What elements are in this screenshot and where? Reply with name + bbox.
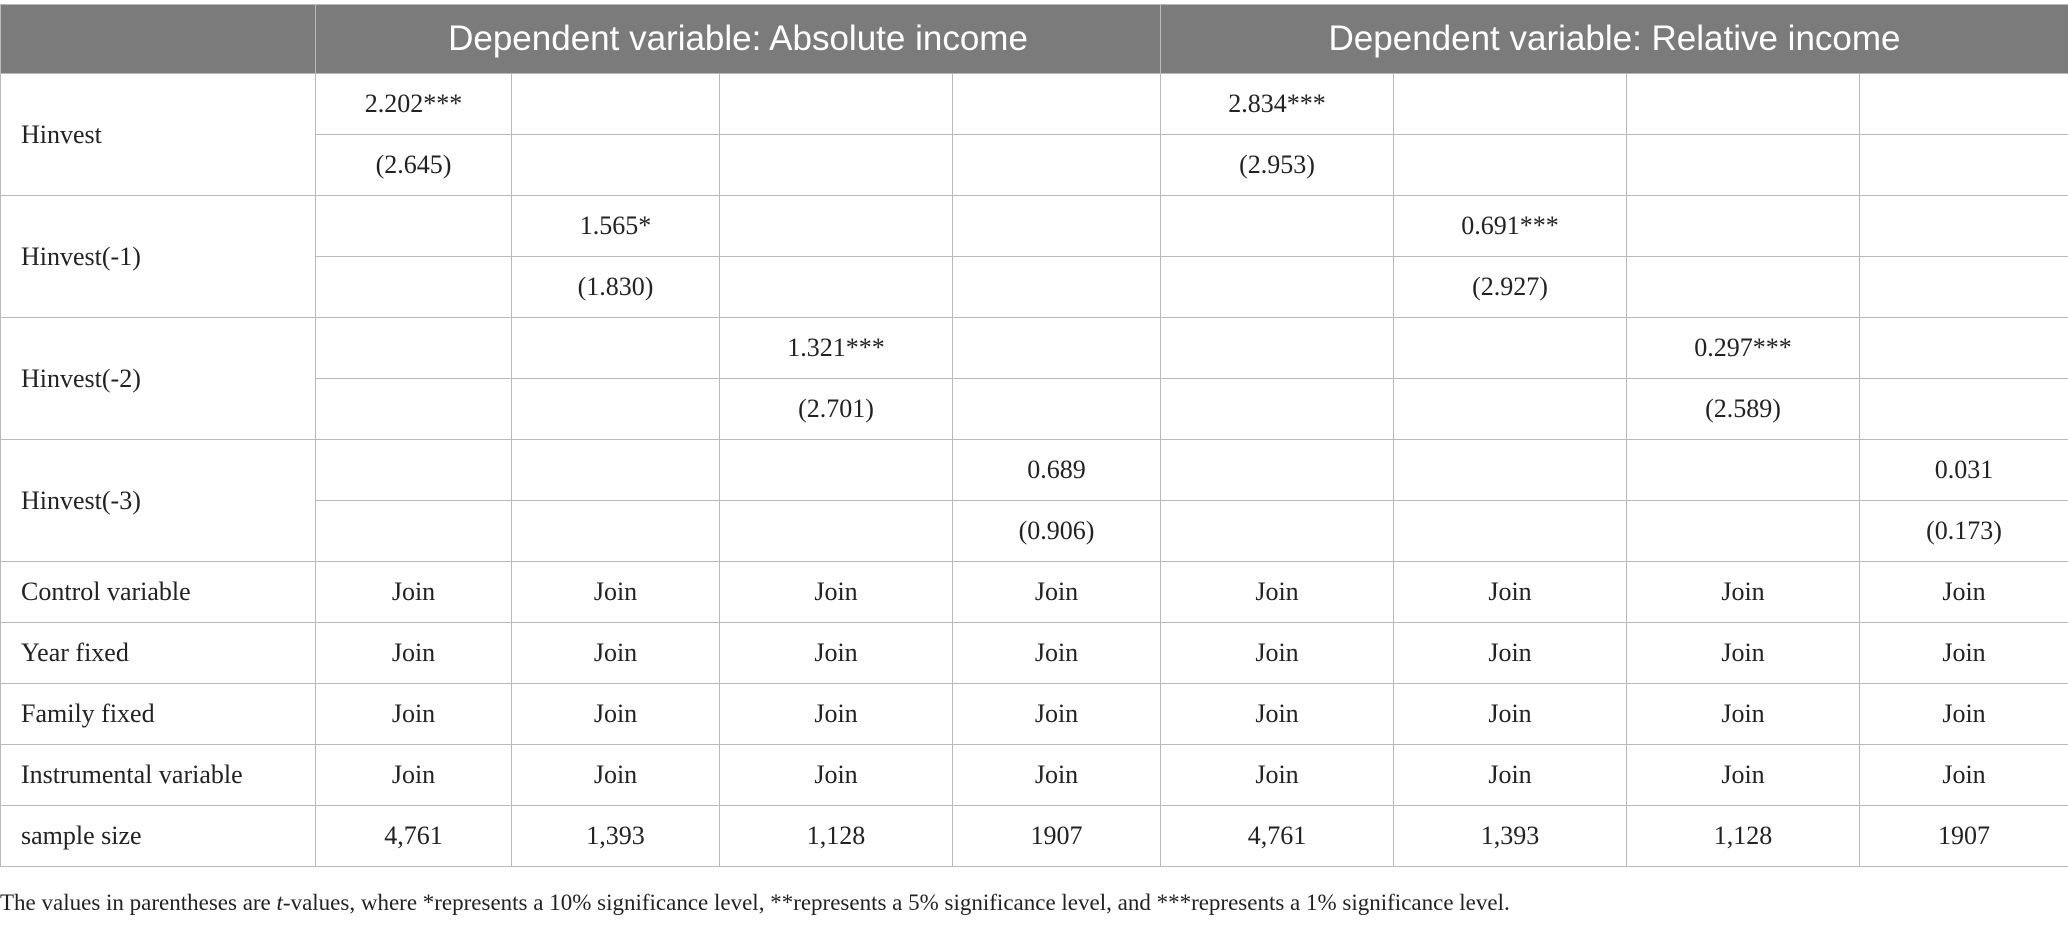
t-value-cell: (2.645) — [316, 135, 512, 196]
row-label: Family fixed — [1, 684, 316, 745]
t-value-cell — [720, 135, 953, 196]
value-cell: 4,761 — [316, 806, 512, 867]
t-value-cell — [1161, 501, 1394, 562]
coefficient-cell: 1.321*** — [720, 318, 953, 379]
value-cell: Join — [316, 623, 512, 684]
coefficient-cell — [1394, 74, 1627, 135]
t-value-cell: (1.830) — [512, 257, 720, 318]
control-row — [1, 684, 2068, 745]
t-value-cell — [1394, 379, 1627, 440]
value-cell: Join — [1161, 562, 1394, 623]
row-label: Hinvest — [1, 74, 316, 196]
coefficient-cell — [720, 196, 953, 257]
control-row — [1, 562, 2068, 623]
value-cell: Join — [1161, 623, 1394, 684]
value-cell: Join — [1161, 684, 1394, 745]
value-cell: Join — [1394, 745, 1627, 806]
value-cell: Join — [720, 562, 953, 623]
value-cell: Join — [1860, 684, 2068, 745]
coefficient-cell — [1860, 74, 2068, 135]
footnote-prefix: The values in parentheses are — [0, 890, 277, 915]
coefficient-cell — [512, 74, 720, 135]
coefficient-cell: 0.297*** — [1627, 318, 1860, 379]
value-cell: Join — [1860, 745, 2068, 806]
row-label: Hinvest(-1) — [1, 196, 316, 318]
coefficient-cell — [512, 440, 720, 501]
table-footnote — [0, 888, 1510, 918]
coefficient-cell — [1394, 318, 1627, 379]
value-cell: 1,128 — [720, 806, 953, 867]
table-header-row — [1, 5, 2068, 74]
value-cell: Join — [1860, 623, 2068, 684]
coefficient-cell — [1394, 440, 1627, 501]
value-cell: Join — [720, 684, 953, 745]
t-value-cell — [1627, 501, 1860, 562]
coefficient-cell — [720, 74, 953, 135]
t-value-cell — [720, 501, 953, 562]
value-cell: Join — [1394, 684, 1627, 745]
coefficient-cell — [1860, 196, 2068, 257]
control-row — [1, 745, 2068, 806]
value-cell: Join — [512, 745, 720, 806]
coefficient-cell — [1860, 318, 2068, 379]
value-cell: Join — [316, 745, 512, 806]
value-cell: 1907 — [1860, 806, 2068, 867]
t-value-cell — [512, 379, 720, 440]
coefficient-cell: 0.691*** — [1394, 196, 1627, 257]
coefficient-cell — [1627, 74, 1860, 135]
t-value-cell — [1161, 257, 1394, 318]
regression-results-table — [0, 4, 2068, 867]
value-cell: Join — [1860, 562, 2068, 623]
t-value-cell: (2.953) — [1161, 135, 1394, 196]
value-cell: 4,761 — [1161, 806, 1394, 867]
row-label: Hinvest(-3) — [1, 440, 316, 562]
value-cell: Join — [316, 562, 512, 623]
value-cell: Join — [1627, 623, 1860, 684]
t-value-cell — [512, 501, 720, 562]
t-value-cell — [512, 135, 720, 196]
value-cell: Join — [1627, 562, 1860, 623]
coefficient-row — [1, 440, 2068, 501]
header-relative-income: Dependent variable: Relative income — [1161, 5, 2068, 74]
t-value-cell — [1627, 257, 1860, 318]
coefficient-cell: 2.202*** — [316, 74, 512, 135]
coefficient-cell — [953, 74, 1161, 135]
value-cell: Join — [1394, 623, 1627, 684]
row-label: Year fixed — [1, 623, 316, 684]
coefficient-cell — [953, 318, 1161, 379]
coefficient-row — [1, 196, 2068, 257]
t-value-cell — [953, 257, 1161, 318]
header-absolute-income: Dependent variable: Absolute income — [316, 5, 1161, 74]
value-cell: 1907 — [953, 806, 1161, 867]
value-cell: Join — [953, 562, 1161, 623]
coefficient-cell — [720, 440, 953, 501]
coefficient-cell — [1627, 440, 1860, 501]
t-value-cell — [1627, 135, 1860, 196]
t-value-cell — [953, 135, 1161, 196]
row-label: Instrumental variable — [1, 745, 316, 806]
value-cell: Join — [512, 684, 720, 745]
t-value-cell: (2.701) — [720, 379, 953, 440]
value-cell: 1,128 — [1627, 806, 1860, 867]
control-row — [1, 806, 2068, 867]
value-cell: Join — [512, 623, 720, 684]
t-value-cell: (0.906) — [953, 501, 1161, 562]
t-value-cell — [1161, 379, 1394, 440]
t-value-cell — [1860, 135, 2068, 196]
t-value-cell: (2.589) — [1627, 379, 1860, 440]
t-value-cell — [1860, 257, 2068, 318]
t-value-cell — [1394, 501, 1627, 562]
coefficient-cell — [953, 196, 1161, 257]
t-value-cell: (0.173) — [1860, 501, 2068, 562]
row-label: sample size — [1, 806, 316, 867]
coefficient-cell — [316, 318, 512, 379]
footnote-suffix: -values, where *represents a 10% significance level, **represents a 5% significance level, and ***represents a 1% significance level. — [282, 890, 1510, 915]
value-cell: Join — [1394, 562, 1627, 623]
coefficient-cell — [316, 196, 512, 257]
table-body — [1, 74, 2068, 867]
coefficient-cell — [1161, 196, 1394, 257]
row-label: Control variable — [1, 562, 316, 623]
value-cell: Join — [720, 623, 953, 684]
value-cell: Join — [720, 745, 953, 806]
coefficient-cell — [512, 318, 720, 379]
value-cell: Join — [953, 623, 1161, 684]
footnote-t-italic: t — [276, 890, 283, 915]
coefficient-row — [1, 318, 2068, 379]
value-cell: 1,393 — [512, 806, 720, 867]
value-cell: Join — [953, 745, 1161, 806]
value-cell: Join — [1627, 745, 1860, 806]
t-value-cell — [1860, 379, 2068, 440]
coefficient-cell: 0.031 — [1860, 440, 2068, 501]
coefficient-cell — [1161, 440, 1394, 501]
coefficient-cell — [316, 440, 512, 501]
t-value-cell — [720, 257, 953, 318]
coefficient-cell — [1161, 318, 1394, 379]
coefficient-row — [1, 74, 2068, 135]
row-label: Hinvest(-2) — [1, 318, 316, 440]
value-cell: Join — [953, 684, 1161, 745]
coefficient-cell: 0.689 — [953, 440, 1161, 501]
t-value-cell — [316, 257, 512, 318]
value-cell: Join — [1627, 684, 1860, 745]
header-corner-cell — [1, 5, 316, 74]
coefficient-cell: 2.834*** — [1161, 74, 1394, 135]
value-cell: 1,393 — [1394, 806, 1627, 867]
value-cell: Join — [512, 562, 720, 623]
coefficient-cell — [1627, 196, 1860, 257]
t-value-cell: (2.927) — [1394, 257, 1627, 318]
t-value-cell — [953, 379, 1161, 440]
control-row — [1, 623, 2068, 684]
t-value-cell — [316, 379, 512, 440]
t-value-cell — [316, 501, 512, 562]
t-value-cell — [1394, 135, 1627, 196]
value-cell: Join — [316, 684, 512, 745]
coefficient-cell: 1.565* — [512, 196, 720, 257]
value-cell: Join — [1161, 745, 1394, 806]
